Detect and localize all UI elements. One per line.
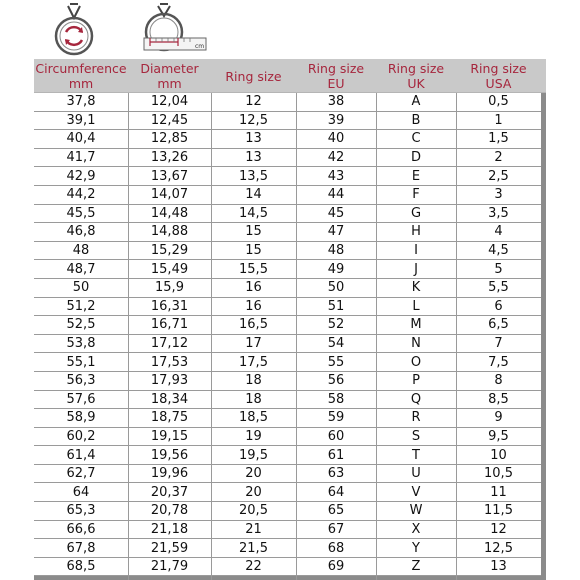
ring-size-uk-cell: O (410, 354, 422, 370)
ring-size-cell: 19 (245, 428, 262, 444)
ruler-unit-label: cm (195, 43, 205, 50)
ring-size-uk-cell: B (411, 112, 421, 128)
ring-size-eu-cell: 49 (327, 261, 345, 277)
table-row (34, 93, 541, 112)
ring-size-cell: 18,5 (239, 410, 268, 426)
table-row (34, 539, 541, 558)
ring-size-cell: 12 (245, 94, 262, 110)
ring-size-eu-cell: 59 (327, 410, 345, 426)
diameter-cell: 19,96 (150, 466, 189, 482)
table-row (34, 391, 541, 410)
table-row (34, 186, 541, 205)
column-divider (296, 93, 297, 580)
table-row (34, 521, 541, 540)
ring-size-uk-cell: R (411, 410, 421, 426)
diameter-cell: 16,31 (150, 298, 189, 314)
header-circumference: Circumference mm (35, 61, 127, 91)
ring-size-cell: 18 (245, 373, 262, 389)
ring-size-cell: 20 (245, 466, 262, 482)
ring-size-uk-cell: K (411, 280, 421, 296)
ring-size-uk-cell: I (414, 243, 418, 259)
ring-size-uk-cell: M (410, 317, 422, 333)
ring-size-uk-cell: Z (411, 559, 421, 575)
diameter-cell: 21,59 (150, 540, 189, 556)
table-row (34, 316, 541, 335)
ring-size-cell: 12,5 (239, 112, 268, 128)
ring-size-usa-cell: 11,5 (484, 503, 513, 519)
ring-size-usa-cell: 1 (494, 112, 503, 128)
diameter-cell: 20,37 (150, 484, 189, 500)
table-row (34, 223, 541, 242)
table-row (34, 353, 541, 372)
diameter-cell: 14,48 (150, 205, 189, 221)
table-body (34, 93, 541, 576)
ring-size-eu-cell: 44 (327, 187, 345, 203)
circumference-cell: 61,4 (66, 447, 96, 463)
ring-size-usa-cell: 13 (490, 559, 507, 575)
ring-size-uk-cell: G (410, 205, 422, 221)
ring-size-eu-cell: 60 (327, 428, 345, 444)
circumference-cell: 48,7 (66, 261, 96, 277)
ring-size-eu-cell: 40 (327, 131, 345, 147)
ring-size-usa-cell: 6 (494, 298, 503, 314)
diameter-cell: 18,34 (150, 391, 189, 407)
ring-size-uk-cell: J (414, 261, 418, 277)
ring-size-usa-cell: 8 (494, 373, 503, 389)
header-ring-size-uk: Ring size UK (387, 61, 445, 91)
ring-size-eu-cell: 65 (327, 503, 345, 519)
circumference-cell: 50 (72, 280, 90, 296)
circumference-cell: 52,5 (66, 317, 96, 333)
ring-size-uk-cell: V (411, 484, 421, 500)
circumference-cell: 45,5 (66, 205, 96, 221)
ring-size-usa-cell: 5,5 (488, 280, 509, 296)
ring-size-uk-cell: U (411, 466, 421, 482)
ring-size-usa-cell: 2,5 (488, 168, 509, 184)
ring-size-usa-cell: 7,5 (488, 354, 509, 370)
table-row (34, 465, 541, 484)
ring-size-usa-cell: 2 (494, 150, 503, 166)
ring-size-uk-cell: D (410, 150, 421, 166)
ring-size-eu-cell: 63 (327, 466, 345, 482)
ring-size-usa-cell: 8,5 (488, 391, 509, 407)
column-divider (211, 93, 212, 580)
ring-size-cell: 15,5 (239, 261, 268, 277)
circumference-cell: 37,8 (66, 94, 96, 110)
ring-size-uk-cell: P (412, 373, 420, 389)
table-row (34, 130, 541, 149)
table-row (34, 298, 541, 317)
circumference-cell: 40,4 (66, 131, 96, 147)
diameter-cell: 13,26 (150, 150, 189, 166)
ring-size-eu-cell: 55 (327, 354, 345, 370)
ring-size-eu-cell: 69 (327, 559, 345, 575)
ring-size-cell: 16,5 (239, 317, 268, 333)
ring-size-eu-cell: 47 (327, 224, 345, 240)
ring-size-cell: 19,5 (239, 447, 268, 463)
ring-size-cell: 14 (245, 187, 262, 203)
circumference-cell: 42,9 (66, 168, 96, 184)
circumference-cell: 67,8 (66, 540, 96, 556)
ring-size-eu-cell: 54 (327, 336, 345, 352)
ring-size-usa-cell: 3,5 (488, 205, 509, 221)
ring-circumference-icon (52, 2, 96, 56)
diameter-cell: 19,56 (150, 447, 189, 463)
circumference-cell: 57,6 (66, 391, 96, 407)
ring-size-cell: 20,5 (239, 503, 268, 519)
ring-size-eu-cell: 45 (327, 205, 345, 221)
ring-size-uk-cell: S (411, 428, 421, 444)
ring-size-eu-cell: 56 (327, 373, 345, 389)
diameter-cell: 12,85 (150, 131, 189, 147)
ring-size-usa-cell: 10 (490, 447, 507, 463)
circumference-cell: 51,2 (66, 298, 96, 314)
table-row (34, 205, 541, 224)
ring-size-cell: 13,5 (239, 168, 268, 184)
ring-size-table (34, 59, 546, 580)
circumference-cell: 44,2 (66, 187, 96, 203)
circumference-cell: 53,8 (66, 336, 96, 352)
ring-size-eu-cell: 39 (327, 112, 345, 128)
table-row (34, 428, 541, 447)
ring-size-usa-cell: 10,5 (484, 466, 513, 482)
diameter-cell: 20,78 (150, 503, 189, 519)
ring-size-cell: 21,5 (239, 540, 268, 556)
table-row (34, 279, 541, 298)
header-diameter: Diameter mm (140, 61, 199, 91)
ring-size-cell: 15 (245, 224, 262, 240)
diameter-cell: 13,67 (150, 168, 189, 184)
diameter-cell: 17,93 (150, 373, 189, 389)
ring-size-eu-cell: 50 (327, 280, 345, 296)
diameter-cell: 15,49 (150, 261, 189, 277)
circumference-cell: 64 (72, 484, 90, 500)
column-divider (128, 93, 129, 580)
ring-size-uk-cell: Y (412, 540, 420, 556)
icon-strip (0, 0, 580, 58)
ring-size-usa-cell: 3 (494, 187, 503, 203)
circumference-cell: 65,3 (66, 503, 96, 519)
circumference-cell: 60,2 (66, 428, 96, 444)
ring-size-eu-cell: 64 (327, 484, 345, 500)
ring-size-cell: 16 (245, 298, 262, 314)
circumference-cell: 39,1 (66, 112, 96, 128)
ring-size-usa-cell: 9 (494, 410, 503, 426)
ring-size-usa-cell: 6,5 (488, 317, 509, 333)
ring-size-usa-cell: 12 (490, 521, 507, 537)
table-row (34, 260, 541, 279)
ring-size-cell: 20 (245, 484, 262, 500)
table-row (34, 483, 541, 502)
ring-size-eu-cell: 58 (327, 391, 345, 407)
ring-size-eu-cell: 51 (327, 298, 345, 314)
ring-size-eu-cell: 61 (327, 447, 345, 463)
ring-size-cell: 17,5 (239, 354, 268, 370)
ring-size-usa-cell: 9,5 (488, 428, 509, 444)
header-ring-size-eu: Ring size EU (307, 61, 365, 91)
ring-size-uk-cell: H (411, 224, 421, 240)
ring-size-eu-cell: 67 (327, 521, 345, 537)
diameter-cell: 15,29 (150, 243, 189, 259)
circumference-cell: 66,6 (66, 521, 96, 537)
diameter-cell: 12,04 (150, 94, 189, 110)
ring-size-eu-cell: 52 (327, 317, 345, 333)
table-header (34, 59, 546, 93)
circumference-cell: 46,8 (66, 224, 96, 240)
header-ring-size-usa: Ring size USA (470, 61, 527, 91)
diameter-cell: 17,12 (150, 336, 189, 352)
table-row (34, 167, 541, 186)
header-ring-size: Ring size (225, 68, 282, 84)
ring-size-cell: 15 (245, 243, 262, 259)
ring-size-usa-cell: 0,5 (488, 94, 509, 110)
circumference-cell: 55,1 (66, 354, 96, 370)
ring-size-uk-cell: F (412, 187, 420, 203)
table-row (34, 372, 541, 391)
diameter-cell: 17,53 (150, 354, 189, 370)
ring-size-usa-cell: 4,5 (488, 243, 509, 259)
circumference-cell: 58,9 (66, 410, 96, 426)
circumference-cell: 62,7 (66, 466, 96, 482)
ring-size-cell: 13 (245, 131, 262, 147)
table-row (34, 112, 541, 131)
ring-size-usa-cell: 11 (490, 484, 507, 500)
diameter-cell: 18,75 (150, 410, 189, 426)
table-row (34, 242, 541, 261)
circumference-cell: 56,3 (66, 373, 96, 389)
ring-diameter-ruler-icon (138, 2, 208, 56)
circumference-cell: 41,7 (66, 150, 96, 166)
ring-size-usa-cell: 1,5 (488, 131, 509, 147)
ring-size-uk-cell: C (411, 131, 421, 147)
table-row (34, 502, 541, 521)
ring-size-uk-cell: L (412, 298, 420, 314)
ring-size-usa-cell: 7 (494, 336, 503, 352)
ring-size-eu-cell: 38 (327, 94, 345, 110)
column-divider (376, 93, 377, 580)
ring-size-uk-cell: T (412, 447, 420, 463)
ring-size-uk-cell: Q (410, 391, 422, 407)
ring-size-eu-cell: 42 (327, 150, 345, 166)
diameter-cell: 16,71 (150, 317, 189, 333)
ring-size-usa-cell: 5 (494, 261, 503, 277)
ring-size-cell: 17 (245, 336, 262, 352)
ring-size-uk-cell: W (409, 503, 423, 519)
table-row (34, 558, 541, 577)
ring-size-eu-cell: 68 (327, 540, 345, 556)
ring-size-cell: 13 (245, 150, 262, 166)
diameter-cell: 14,07 (150, 187, 189, 203)
ring-size-cell: 22 (245, 559, 262, 575)
table-row (34, 149, 541, 168)
diameter-cell: 21,18 (150, 521, 189, 537)
column-divider (456, 93, 457, 580)
table-row (34, 446, 541, 465)
ring-size-uk-cell: X (411, 521, 421, 537)
ring-size-uk-cell: N (411, 336, 421, 352)
diameter-cell: 19,15 (150, 428, 189, 444)
ring-size-uk-cell: A (411, 94, 421, 110)
circumference-cell: 48 (72, 243, 90, 259)
table-row (34, 335, 541, 354)
diameter-cell: 12,45 (150, 112, 189, 128)
ring-size-cell: 14,5 (239, 205, 268, 221)
diameter-cell: 21,79 (150, 559, 189, 575)
diameter-cell: 15,9 (155, 280, 184, 296)
circumference-cell: 68,5 (66, 559, 96, 575)
ring-size-uk-cell: E (411, 168, 421, 184)
table-row (34, 409, 541, 428)
ring-size-usa-cell: 12,5 (484, 540, 513, 556)
diameter-cell: 14,88 (150, 224, 189, 240)
ring-size-cell: 18 (245, 391, 262, 407)
ring-size-usa-cell: 4 (494, 224, 503, 240)
ring-size-cell: 16 (245, 280, 262, 296)
ring-size-cell: 21 (245, 521, 262, 537)
ring-size-eu-cell: 48 (327, 243, 345, 259)
ring-size-eu-cell: 43 (327, 168, 345, 184)
